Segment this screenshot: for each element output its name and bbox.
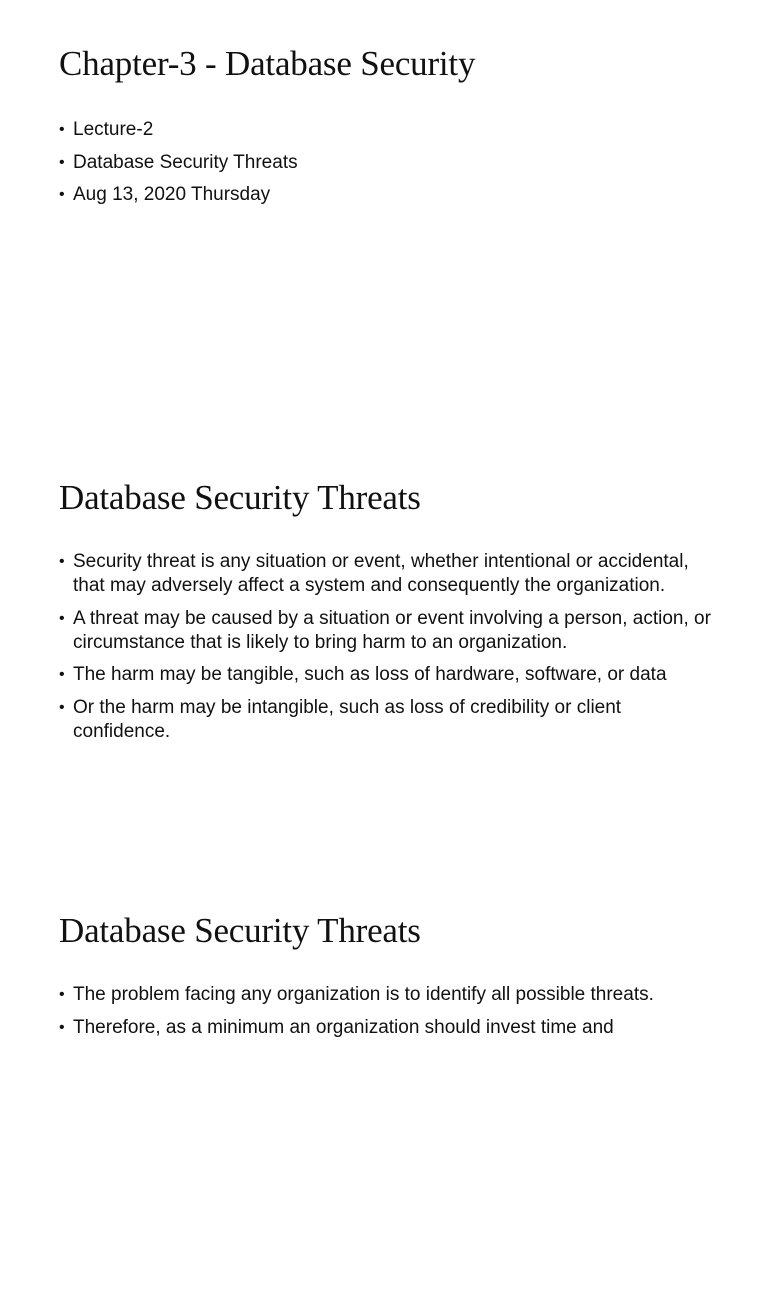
slide-2 [0, 434, 768, 868]
bullet-text: Aug 13, 2020 Thursday [73, 184, 271, 205]
bullet-icon: • [59, 186, 65, 203]
slide-title: Database Security Threats [59, 911, 421, 950]
bullet-item [59, 1016, 719, 1040]
bullet-icon: • [59, 986, 65, 1003]
bullet-icon: • [59, 1018, 65, 1036]
bullet-list [59, 983, 719, 1048]
bullet-item [59, 983, 719, 1007]
bullet-icon: • [59, 121, 65, 138]
bullet-text: Database Security Threats [73, 151, 298, 173]
slide-title: Chapter-3 - Database Security [59, 44, 476, 83]
bullet-item [59, 663, 719, 687]
bullet-text: The problem facing any organization is to identify all possible threats. [73, 984, 654, 1005]
bullet-text: Security threat is any situation or event, whether intentional or accidental, that may adversely affect a system and consequently the organization. [73, 551, 689, 596]
bullet-list [59, 550, 719, 752]
bullet-item [59, 183, 719, 207]
bullet-item [59, 118, 719, 142]
bullet-icon: • [59, 153, 65, 171]
bullet-text: Or the harm may be intangible, such as loss of credibility or client confidence. [73, 696, 622, 742]
bullet-text: Lecture-2 [73, 119, 154, 140]
bullet-icon: • [59, 609, 65, 627]
bullet-icon: • [59, 666, 65, 683]
bullet-icon: • [59, 553, 65, 570]
slide-1 [0, 0, 768, 434]
slide-title: Database Security Threats [59, 478, 421, 517]
bullet-icon: • [59, 698, 65, 716]
bullet-item [59, 550, 719, 598]
bullet-item [59, 696, 719, 744]
bullet-text: Therefore, as a minimum an organization should invest time and [73, 1016, 614, 1038]
bullet-text: A threat may be caused by a situation or event involving a person, action, or circumstance that is likely to bring harm to an organization. [73, 607, 711, 653]
bullet-item [59, 151, 719, 175]
slide-3 [0, 868, 768, 1302]
bullet-list [59, 118, 719, 216]
bullet-item [59, 607, 719, 655]
bullet-text: The harm may be tangible, such as loss of hardware, software, or data [73, 664, 667, 685]
